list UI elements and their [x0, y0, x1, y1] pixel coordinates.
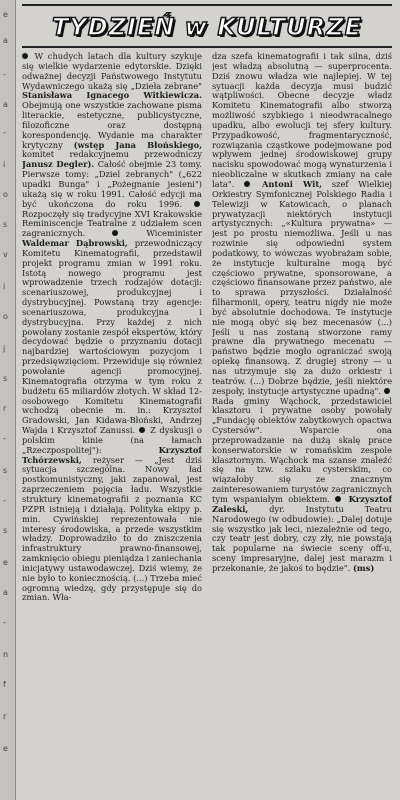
author-signature: (ms): [352, 562, 375, 573]
paragraph-text: Z dyskusji o polskim kinie (na łamach „Rzeczpospolitej"):: [22, 425, 202, 455]
gutter-mark: a: [3, 588, 8, 597]
gutter-mark: s: [3, 526, 8, 535]
gutter-mark: -: [3, 128, 6, 137]
gutter-mark: o: [3, 190, 8, 199]
gutter-mark: a: [3, 100, 8, 109]
gutter-mark: s: [3, 466, 8, 475]
paragraph-text: Wiceminister: [146, 228, 202, 239]
paragraph-text: przewodniczący Komitetu Kinematografii, przedstawił projekt programu zmian w 1991 roku. Istotą nowego programu jest wprowadzenie trzech rodzajów dotacji: scenariuszowej, produkcyjnej i dystrybucyjnej. Powstaną trzy agencje: scenariuszowa, produkcyjna i dystrybucyjna. Przy każdej z nich powołany zostanie zespół ekspertów, który decydować będzie o przyznaniu dotacji najbardziej wartościowym pozycjom i przedsięwzięciom. Przewiduje się również powołanie agencji promocyjnej. Kinematografia otrzyma w tym roku z budżetu 65 miliardów złotych. W skład 12-osobowego Komitetu Kinematografii wchodzą obecnie m. in.: Krzysztof Gradowski, Jan Kidawa-Błoński, Andrzej Wajda i Krzysztof Zanussi.: [22, 238, 202, 436]
gutter-mark: f: [3, 680, 6, 689]
person-name: Krzysztof Zaleski,: [212, 493, 392, 514]
paragraph-text: dyr. Instytutu Teatru Narodowego (w odbudowie): „Dalej dotuje się wszystko jak leci, niezależnie od tego, czy teatr jest dobry, czy zły, nie powstają tak popularne na świecie sceny off-u, sceny impresaryjne, dalej jest marazm i przekonanie, że jakoś to będzie".: [212, 503, 392, 573]
gutter-mark: e: [3, 558, 8, 567]
paragraph-text: dza szefa kinematografii i tak silna, dziś jest władzą absolutną — superprocenta. Dziś znowu władza wie najlepiej. W tej sytuacji każda decyzja musi budzić wątpliwości. Obecne decyzje władz Komitetu Kinematografii albo stworzą możliwość szybkiego i nieodwracalnego upadku, albo ewolucji tej sfery kultury. Przypadkowość, fragmentaryczność, rozwiązania cząstkowe podejmowane pod wpływem jednej środowiskowej grupy nacisku spowodować mogą wynaturzenia i nieobliczalne w skutkach zmiany na całe lata".: [212, 52, 392, 189]
masthead-bottom-rule: [22, 46, 392, 48]
masthead: [22, 4, 392, 48]
bullet-icon: [384, 388, 390, 394]
paragraph-text: Całość obejmie 23 tomy. Pierwsze tomy: „Dziel zebranych" („622 upadki Bunga" i „Pożegnanie jesieni") ukażą się w roku 1991. Całość edycji ma być ukończona do roku 1996.: [22, 159, 202, 209]
gutter-mark: -: [3, 70, 6, 79]
article-column-left: [22, 52, 202, 792]
paragraph-text: W chudych latach dla kultury szykuje się wielkie wydarzenie edytorskie. Dzięki odważnej decyzji Państwowego Instytutu Wydawniczego ukażą się „Dzieła zebrane": [22, 52, 202, 91]
person-name: Waldemar Dąbrowski,: [22, 238, 128, 249]
paragraph-witkiewicz: [22, 52, 202, 603]
gutter-mark: j: [3, 344, 6, 353]
bullet-icon: [139, 427, 145, 433]
bullet-icon: [194, 201, 200, 207]
gutter-mark: r: [3, 712, 7, 721]
person-name: Stanisława Ignacego Witkiewicza.: [22, 90, 202, 101]
paragraph-text: szef Wielkiej Orkiestry Symfonicznej Polskiego Radia i Telewizji w Katowicach, o planach prywatyzacji niektórych instytucji artystycznych: „«Kultura prywatna» — jest po prostu niemożliwa. Jeśli u nas rozwinie się odpowiedni system podatkowy, to wówczas wyobrażam sobie, że instytucje kulturalne mogą być częściowo prywatne, sponsorowane, a częściowo finansowane przez państwo, ale to sprawa przyszłości. Działalność filharmonii, opery, teatru nigdy nie może być absolutnie dochodowa. Te instytucje nie mogą obyć się bez mecenasów (...) Jeśli u nas zostaną stworzone ramy prawne dla prywatnego mecenatu — państwo będzie mogło ograniczać swoją opiekę finansową. Z drugiej strony — u nas utrzymuje się za dużo orkiestr i teatrów. (...) Dobrze będzie, jeśli niektóre zespoły, instytucje artystyczne upadną".: [212, 178, 392, 396]
person-name: Antoni Wit,: [261, 178, 323, 189]
gutter-mark: a: [3, 36, 8, 45]
gutter-mark: r: [3, 404, 7, 413]
paragraph-text: Rozpoczęły się tradycyjne XVI Krakowskie Reminiscencje Teatralne z udziałem scen zagranicznych.: [22, 208, 202, 239]
paragraph-continued: [212, 52, 392, 574]
bullet-icon: [112, 230, 118, 236]
paragraph-text: Rada gminy Wąchock, przedstawiciel klasztoru i prywatne osoby powołały „Fundację obiektów zabytkowych opactwa Cystersów". Wsparcie ona przeprowadzanie na dużą skalę prace konserwatorskie w romańskim zespole klasztornym. Wąchock ma szanse znaleźć się na tzw. szlaku cysterskim, co wiązałoby się ze znacznym zainteresowaniem turystów zagranicznych tym wspaniałym obiektem.: [212, 395, 392, 504]
page-gutter: [0, 0, 16, 800]
gutter-mark: -: [3, 496, 6, 505]
gutter-mark: e: [3, 744, 8, 753]
gutter-mark: s: [3, 220, 8, 229]
gutter-mark: i: [3, 282, 6, 291]
paragraph-text: komitet redakcyjnemu przewodniczy: [22, 149, 202, 160]
paragraph-text: Obejmują one wszystkie zachowane pisma literackie, estetyczne, publicystyczne, filozoficzne oraz dostępną korespondencję. Wydanie ma charakter krytyczny: [22, 100, 202, 150]
gutter-mark: e: [3, 10, 8, 19]
gutter-mark: v: [3, 250, 8, 259]
gutter-mark: o: [3, 312, 8, 321]
gutter-mark: n: [3, 650, 9, 659]
person-name: Janusz Degler).: [22, 159, 95, 170]
gutter-mark: -: [3, 434, 6, 443]
page-title: TYDZIEŃ w KULTURZE: [51, 13, 363, 41]
person-name: (wstęp Jana Błońskiego,: [73, 139, 202, 150]
article-column-right: [212, 52, 392, 792]
gutter-mark: i: [3, 160, 6, 169]
paragraph-text: reżyser — „Jest dziś sytuacja szczególna. Nowy ład postkomunistyczny, jaki zapanował, jest zaprzeczeniem pojęcia ładu. Wszystkie struktury kinematografii z poznania KC PZPR istnieją i działają. Polityka ekipy p. min. Cywińskiej reprezentowała nie interesy środowiska, a przede wszystkim władzy. Doprowadziło to do zniszczenia infrastruktury prawno-finansowej, zamknięcio obiegu pieniądza i zaniechania inicjatywy ustawodawczej. Dziś wiemy, że nie było to koniecznością. (...) Trzeba mieć ogromną wiedzę, gdy przystępuje się do zmian. Wła-: [22, 454, 202, 603]
gutter-mark: s: [3, 374, 8, 383]
gutter-mark: -: [3, 618, 6, 627]
bullet-icon: [335, 496, 341, 502]
masthead-top-rule: [22, 4, 392, 6]
bullet-icon: [22, 53, 28, 59]
person-name: Krzysztof Tchórzewski,: [22, 444, 202, 465]
bullet-icon: [244, 181, 250, 187]
